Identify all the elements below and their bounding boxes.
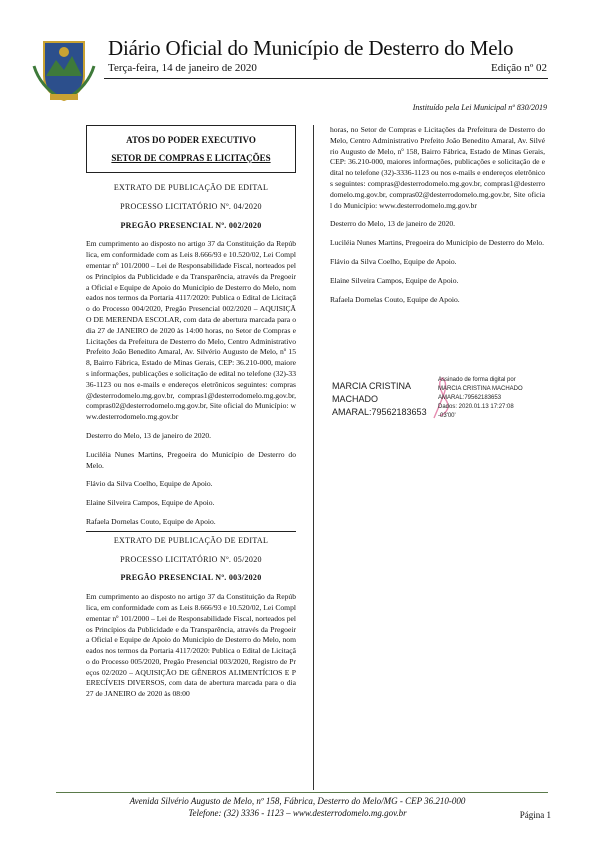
section-subtitle: SETOR DE COMPRAS E LICITAÇÕES — [111, 153, 271, 163]
column-divider — [313, 125, 314, 790]
edition-number: Edição nº 02 — [491, 62, 547, 74]
extract-title: EXTRATO DE PUBLICAÇÃO DE EDITAL — [113, 535, 269, 545]
journal-title: Diário Oficial do Município de Desterro do Melo — [108, 36, 514, 60]
footer-rule — [56, 792, 548, 793]
signatory-4: Rafaela Dornelas Couto, Equipe de Apoio. — [86, 516, 216, 526]
extract-title: EXTRATO DE PUBLICAÇÃO DE EDITAL — [113, 183, 269, 192]
signatory-1: Luciléia Nunes Martins, Pregoeira do Município de Desterro do Melo. — [330, 238, 545, 248]
signer-name: MARCIA CRISTINA MACHADO AMARAL:79562183653 — [332, 381, 427, 417]
signatory-1: Luciléia Nunes Martins, Pregoeira do Município de Desterro do Melo. — [86, 449, 296, 470]
institution-note: Instituído pela Lei Municipal nº 830/2019 — [412, 103, 547, 112]
municipal-crest-logo — [30, 36, 98, 104]
notice-body: Em cumprimento ao disposto no artigo 37 da Constituição da República, em conformidade com as Leis 8.666/93 e 10.520/02, Lei Complementar nº 101/2000 – Lei de Responsabilidade Fiscal, norteados pelos Princípios da Publicidade e da Transparência, através da Pregoeira Oficial e Equipe de Apoio do Município de Desterro do Melo, nomeados nos termos da Portaria 4117/2020: Publica o Edital de Licitação do Processo 004/2020, Pregão Presencial 002/2020 – AQUISIÇÃO DE MERENDA ESCOLAR, com data de abertura marcada para o dia 27 de JANEIRO de 2020 às 14:00 horas, no Setor de Compras e Licitações da Prefeitura de Desterro do Melo, Centro Administrativo Prefeito João Benedito Amaral, Av. Silvério Augusto de Melo, nº 158, Bairro Fábrica, Estado de Minas Gerais, CEP: 36.210-000, maiores informações, publicações e solicitação de edital no telefone (32)-3336-1123 ou nos e-mails e endereços eletrônicos seguintes: compras@desterrodomelo.mg.gov.br, compras1@desterrodomelo.mg.gov.br, compras02@desterrodomelo.mg.gov.br, Site oficial do Município: www.desterrodomelo.mg.gov.br — [86, 239, 297, 422]
right-column — [330, 125, 545, 313]
signatory-3: Elaine Silveira Campos, Equipe de Apoio. — [330, 275, 459, 285]
signatory-4: Rafaela Dornelas Couto, Equipe de Apoio. — [330, 294, 460, 304]
signatory-2: Flávio da Silva Coelho, Equipe de Apoio. — [330, 256, 457, 266]
notice-body: Em cumprimento ao disposto no artigo 37 da Constituição da República, em conformidade com as Leis 8.666/93 e 10.520/02, Lei Complementar nº 101/2000 – Lei de Responsabilidade Fiscal, norteados pelos Princípios da Publicidade e da Transparência, através da Pregoeira Oficial e Equipe de Apoio do Município de Desterro do Melo, nomeados nos termos da Portaria 4117/2020: Publica o Edital de Licitação do Processo 005/2020, Pregão Presencial 003/2020, Registro de Preços 02/2020 – AQUISIÇÃO DE GÊNEROS ALIMENTÍCIOS E PERECÍVEIS DIVERSOS, com data de abertura marcada para o dia 27 de JANEIRO de 2020 às 08:00 — [86, 592, 296, 699]
section-title: ATOS DO PODER EXECUTIVO — [126, 135, 256, 145]
signatory-3: Elaine Silveira Campos, Equipe de Apoio. — [86, 498, 215, 508]
process-number: PROCESSO LICITATÓRIO Nº. 04/2020 — [120, 201, 262, 211]
auction-number: PREGÃO PRESENCIAL Nº. 002/2020 — [120, 220, 262, 230]
issue-date: Terça-feira, 14 de janeiro de 2020 — [108, 62, 257, 74]
place-date: Desterro do Melo, 13 de janeiro de 2020. — [86, 430, 212, 440]
digital-signature — [330, 376, 545, 420]
signatory-2: Flávio da Silva Coelho, Equipe de Apoio. — [86, 479, 213, 489]
auction-number: PREGÃO PRESENCIAL Nº. 003/2020 — [120, 573, 262, 583]
footer-address: Avenida Silvério Augusto de Melo, nº 158, Fábrica, Desterro do Melo/MG - CEP 36.210-000 — [129, 796, 466, 806]
notice-body-continued: horas, no Setor de Compras e Licitações da Prefeitura de Desterro do Melo, Centro Administrativo Prefeito João Benedito Amaral, Av. Silvério Augusto de Melo, nº 158, Bairro Fábrica, Estado de Minas Gerais, CEP: 36.210-000, maiores informações, publicações e solicitação de edital no telefone (32)-3336-1123 ou nos e-mails e endereços eletrônicos seguintes: compras@desterrodomelo.mg.gov.br, compras1@desterrodomelo.mg.gov.br, compras02@desterrodomelo.mg.gov.br, Site oficial do Município: www.desterrodomelo.mg.gov.br — [330, 125, 546, 210]
signature-details: Assinado de forma digital por MARCIA CRISTINA MACHADO AMARAL:79562183653 Dados: 2020.01.13 17:27:08 -03'00' — [438, 377, 523, 419]
header-rule — [104, 78, 548, 79]
section-header-box — [86, 125, 296, 173]
place-date: Desterro do Melo, 13 de janeiro de 2020. — [330, 219, 456, 229]
page-number: Página 1 — [519, 810, 551, 820]
process-number: PROCESSO LICITATÓRIO Nº. 05/2020 — [120, 554, 262, 564]
left-column — [86, 125, 296, 708]
footer-contact: Telefone: (32) 3336 - 1123 – www.desterrodomelo.mg.gov.br — [188, 808, 407, 818]
extract-divider — [86, 531, 296, 532]
